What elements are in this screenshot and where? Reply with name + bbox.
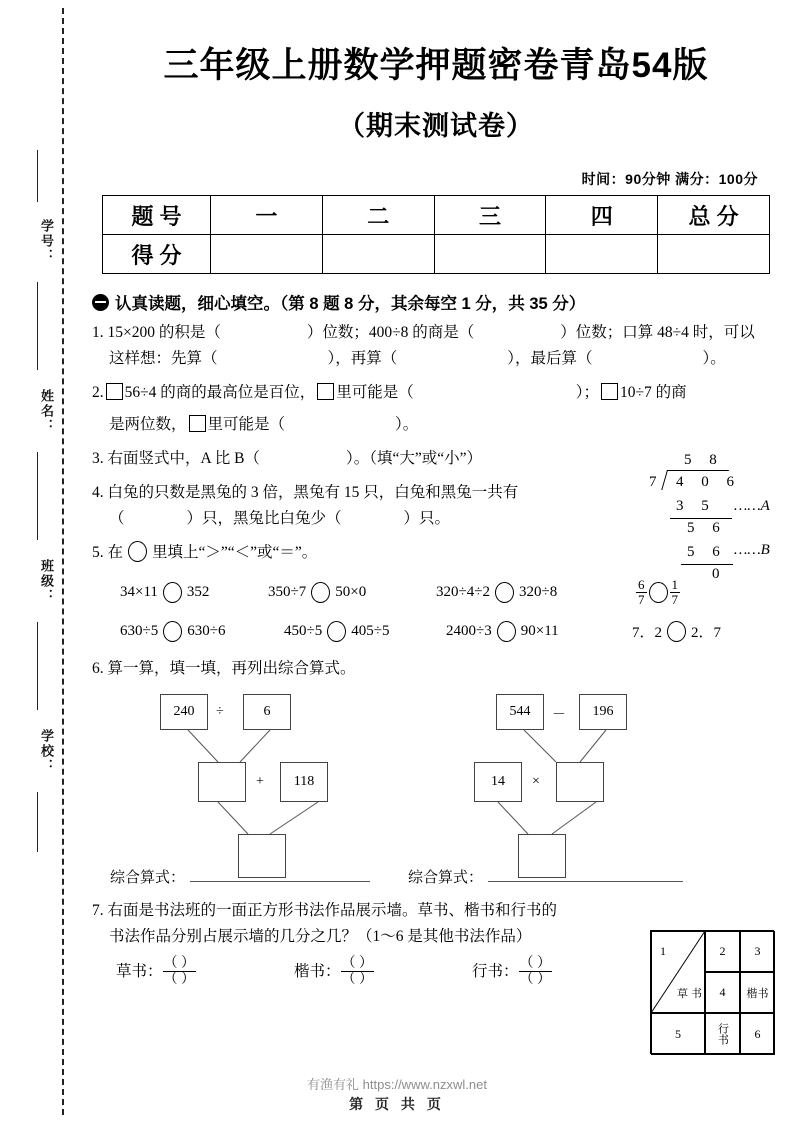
question-3-number: 3. <box>92 450 104 467</box>
compare-item <box>120 582 268 603</box>
fraction-numerator: （ ） <box>519 956 552 971</box>
question-7-part-1: 右面是书法班的一面正方形书法作品展示墙。草书、楷书和行书的 <box>107 902 558 919</box>
score-table <box>102 195 770 274</box>
flow-op-2: + <box>256 774 264 789</box>
division-divisor: 7 <box>649 474 657 490</box>
compare-row-1 <box>120 578 794 607</box>
wall-cell-4: 4 <box>705 972 740 1013</box>
division-dividend: 4 0 6 <box>676 474 741 490</box>
wall-cell-2: 2 <box>705 931 740 972</box>
wall-cell-kaishu: 楷书 <box>740 972 775 1013</box>
flow-op-2: × <box>532 774 540 789</box>
compare-item <box>436 582 636 603</box>
compare-row-2 <box>120 621 794 642</box>
question-7-part-2: 书法作品分别占展示墙的几分之几？（1～6 是其他书法作品） <box>109 928 532 945</box>
flow-box-mid: 14 <box>474 762 522 802</box>
score-cell-3[interactable] <box>434 235 546 274</box>
wall-cell-6: 6 <box>740 1013 775 1055</box>
answer-line-right[interactable] <box>488 866 683 882</box>
answer-label-left: 综合算式： <box>110 870 186 886</box>
sidebar-label-school: 学校： <box>39 728 54 774</box>
question-1 <box>92 320 794 372</box>
answer-xingshu-fraction[interactable] <box>519 956 553 987</box>
fraction-denominator: 7 <box>671 592 678 607</box>
circle-blank[interactable] <box>649 582 668 603</box>
question-2-part-3: ）； <box>575 384 600 401</box>
circle-blank[interactable] <box>497 621 516 642</box>
compare-item <box>120 621 284 642</box>
exam-content <box>78 0 794 1123</box>
flow-box-b: 196 <box>579 694 627 730</box>
flow-op-1: － <box>552 708 566 723</box>
section-title: 认真读题，细心填空。（第 8 题 8 分，其余每空 1 分，共 35 分） <box>115 295 586 313</box>
question-5-prefix: 在 <box>107 544 124 561</box>
flow-box-c[interactable] <box>556 762 604 802</box>
question-1-number: 1. <box>92 324 104 341</box>
question-6-title: 算一算，填一填，再列出综合算式。 <box>107 660 356 677</box>
division-step-2: 5 6 <box>687 520 727 536</box>
compare-left: 450÷5 <box>284 623 323 639</box>
table-row-score <box>103 235 770 274</box>
division-step-1: 3 5 <box>676 498 716 514</box>
answer-caoshu <box>116 956 294 987</box>
question-5-number: 5. <box>92 544 104 561</box>
flow-box-a: 240 <box>160 694 208 730</box>
answer-kaishu-fraction[interactable] <box>341 956 375 987</box>
compare-right: 90×11 <box>520 623 559 639</box>
circle-blank[interactable] <box>163 621 182 642</box>
compare-left: 2400÷3 <box>446 623 492 639</box>
question-4-part-4: ）只。 <box>403 510 451 527</box>
question-1-part-2: ）位数；400÷8 的商是（ <box>306 324 475 341</box>
wall-cell-3: 3 <box>740 931 775 972</box>
answer-caoshu-label: 草书： <box>116 962 163 980</box>
question-2-line-1 <box>92 380 794 406</box>
compare-left: 630÷5 <box>120 623 159 639</box>
circle-blank[interactable] <box>128 541 147 562</box>
wall-cell-caoshu: 草 书 <box>676 987 702 1000</box>
fraction-left <box>636 578 647 607</box>
compare-item <box>446 621 632 642</box>
flow-box-c: 118 <box>280 762 328 802</box>
flow-charts <box>78 690 794 858</box>
score-cell-2[interactable] <box>322 235 434 274</box>
fraction-right <box>670 578 681 607</box>
fraction-numerator: （ ） <box>341 956 374 971</box>
compare-right: 352 <box>186 584 210 600</box>
question-4-part-3: ）只，黑兔比白兔少（ <box>186 510 342 527</box>
question-2 <box>92 380 794 438</box>
division-label-b: ……B <box>734 542 770 558</box>
question-4-part-2: （ <box>109 510 125 527</box>
question-2-part-5: 是两位数， <box>109 416 187 433</box>
section-marker-icon <box>92 294 109 311</box>
sidebar-label-class: 班级： <box>39 558 54 604</box>
compare-item <box>268 582 436 603</box>
wall-cell-1: 1 <box>660 944 666 958</box>
question-1-part-7: ）。 <box>702 350 726 367</box>
fraction-denominator: （ ） <box>341 972 374 987</box>
compare-right: 50×0 <box>335 584 367 600</box>
division-quotient: 5 8 <box>684 452 724 468</box>
score-table-label-score: 得 分 <box>103 235 211 274</box>
sidebar-rule-5 <box>37 792 38 852</box>
wall-cell-5: 5 <box>651 1013 705 1055</box>
calligraphy-wall-grid <box>650 930 774 1054</box>
answer-xingshu <box>472 956 552 987</box>
question-2-part-7: ）。 <box>395 416 419 433</box>
compare-item-fraction <box>636 578 680 607</box>
division-label-a: ……A <box>734 498 770 514</box>
answer-xingshu-label: 行书： <box>472 962 519 980</box>
answer-caoshu-fraction[interactable] <box>163 956 197 987</box>
question-7 <box>92 898 632 987</box>
wall-cell-xingshu <box>705 1013 740 1055</box>
comprehensive-expression-row <box>78 864 794 890</box>
score-cell-total[interactable] <box>658 235 770 274</box>
score-table-col-3: 三 <box>434 196 546 235</box>
fraction-numerator: （ ） <box>163 956 196 971</box>
question-2-number: 2. <box>92 384 104 401</box>
answer-kaishu-label: 楷书： <box>294 962 341 980</box>
circle-blank[interactable] <box>667 621 686 642</box>
answer-kaishu <box>294 956 472 987</box>
circle-blank[interactable] <box>327 621 346 642</box>
fraction-denominator: 7 <box>638 592 645 607</box>
flow-op-1: ÷ <box>216 704 224 719</box>
compare-right: 630÷6 <box>187 623 226 639</box>
compare-right: 2．7 <box>691 625 722 641</box>
flow-box-a: 544 <box>496 694 544 730</box>
question-7-answers <box>92 956 632 987</box>
question-7-number: 7. <box>92 902 104 919</box>
score-table-col-total: 总 分 <box>658 196 770 235</box>
score-table-col-2: 二 <box>322 196 434 235</box>
wall-cell-left-span <box>651 931 705 1013</box>
question-2-part-1: 56÷4 的商的最高位是百位， <box>124 384 316 401</box>
question-1-part-1: 15×200 的积是（ <box>107 324 221 341</box>
compare-item <box>284 621 446 642</box>
box-blank[interactable] <box>317 383 334 400</box>
table-row-header <box>103 196 770 235</box>
answer-label-right: 综合算式： <box>408 870 484 886</box>
question-5-title: 里填上“＞”“＜”或“＝”。 <box>152 544 318 561</box>
compare-left: 320÷4÷2 <box>436 584 490 600</box>
sidebar-rule-4 <box>37 622 38 710</box>
fraction-numerator: 6 <box>638 577 645 592</box>
compare-left: 34×11 <box>120 584 158 600</box>
question-2-part-4: 10÷7 的商 <box>620 384 687 401</box>
compare-left: 350÷7 <box>268 584 307 600</box>
page-subtitle: （期末测试卷） <box>338 111 534 141</box>
flow-chart-right <box>476 690 776 858</box>
fraction-numerator: 1 <box>671 577 678 592</box>
score-cell-4[interactable] <box>546 235 658 274</box>
section-header-one <box>92 290 794 314</box>
division-rule-1 <box>670 518 732 519</box>
sidebar-label-name: 姓名： <box>39 388 54 434</box>
question-3-part-2: ）。（填“大”或“小”） <box>345 450 482 467</box>
page-title: 三年级上册数学押题密卷青岛54版 <box>163 46 709 85</box>
sidebar-rule-3 <box>37 452 38 540</box>
box-blank[interactable] <box>106 383 123 400</box>
sidebar-rule-2 <box>37 282 38 370</box>
question-1-part-6: ），最后算（ <box>507 350 593 367</box>
circle-blank[interactable] <box>495 582 514 603</box>
sidebar-rule-1 <box>37 150 38 202</box>
box-blank[interactable] <box>601 383 618 400</box>
question-1-line-2 <box>92 346 794 372</box>
sidebar-label-student-id: 学号： <box>39 218 54 264</box>
score-table-col-1: 一 <box>211 196 323 235</box>
flow-box-mid[interactable] <box>198 762 246 802</box>
student-info-labels <box>20 150 56 1050</box>
question-1-part-3: ）位数；口算 48÷4 时，可以 <box>560 324 755 341</box>
score-cell-1[interactable] <box>211 235 323 274</box>
page-footer: 第 页 共 页 <box>349 1096 445 1112</box>
question-6-number: 6. <box>92 660 104 677</box>
exam-meta: 时间：90分钟 满分：100分 <box>581 171 758 187</box>
watermark: 有渔有礼 https://www.nzxwl.net <box>307 1077 487 1092</box>
flow-chart-left <box>140 690 440 858</box>
fraction-denominator: （ ） <box>163 972 196 987</box>
sidebar <box>0 0 78 1123</box>
question-4-number: 4. <box>92 484 104 501</box>
division-remainder: 0 <box>712 566 720 582</box>
wall-cell-xingshu-text: 行书 <box>716 1023 729 1045</box>
score-table-label-qno: 题 号 <box>103 196 211 235</box>
circle-blank[interactable] <box>163 582 182 603</box>
division-step-3: 5 6 <box>687 544 727 560</box>
division-rule-2 <box>681 564 733 565</box>
question-4-part-1: 白兔的只数是黑兔的 3 倍，黑兔有 15 只，白兔和黑兔一共有 <box>107 484 519 501</box>
compare-item <box>632 621 721 642</box>
compare-left: 7．2 <box>632 625 663 641</box>
box-blank[interactable] <box>189 415 206 432</box>
question-1-part-4: 这样想：先算（ <box>109 350 218 367</box>
question-2-part-2: 里可能是（ <box>336 384 414 401</box>
flow-box-b: 6 <box>243 694 291 730</box>
fold-dashed-line <box>62 8 64 1115</box>
question-6 <box>92 656 794 682</box>
question-1-part-5: ），再算（ <box>327 350 398 367</box>
compare-right: 405÷5 <box>351 623 390 639</box>
question-2-line-2 <box>92 412 794 438</box>
question-3-part-1: 右面竖式中，A 比 B（ <box>107 450 260 467</box>
answer-line-left[interactable] <box>190 866 370 882</box>
compare-right: 320÷8 <box>518 584 558 600</box>
question-1-line-1 <box>92 320 794 346</box>
fraction-denominator: （ ） <box>519 972 552 987</box>
circle-blank[interactable] <box>311 582 330 603</box>
question-2-part-6: 里可能是（ <box>207 416 286 433</box>
score-table-col-4: 四 <box>546 196 658 235</box>
question-7-line-2 <box>92 924 632 950</box>
question-7-line-1 <box>92 898 632 924</box>
